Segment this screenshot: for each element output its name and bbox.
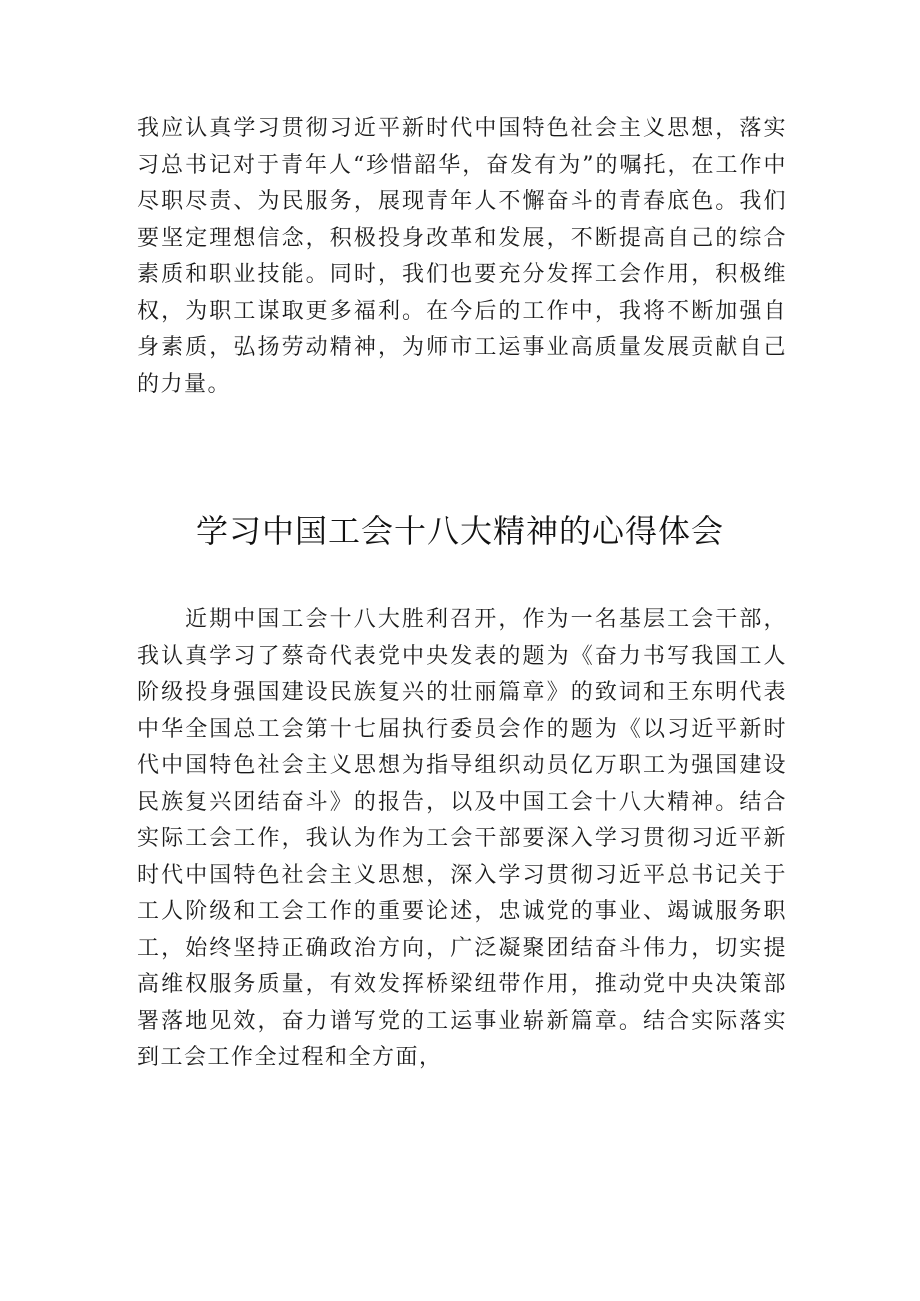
intro-paragraph: 我应认真学习贯彻习近平新时代中国特色社会主义思想，落实习总书记对于青年人“珍惜韶华，奋发有为”的嘱托，在工作中尽职尽责、为民服务，展现青年人不懈奋斗的青春底色。我们要坚定理想信念，积极投身改革和发展，不断提高自己的综合素质和职业技能。同时，我们也要充分发挥工会作用，积极维权，为职工谋取更多福利。在今后的工作中，我将不断加强自身素质，弘扬劳动精神，为师市工运事业高质量发展贡献自己的力量。 [137, 116, 787, 397]
document-title: 学习中国工会十八大精神的心得体会 [195, 512, 724, 550]
body-paragraph: 近期中国工会十八大胜利召开，作为一名基层工会干部，我认真学习了蔡奇代表党中央发表的题为《奋力书写我国工人阶级投身强国建设民族复兴的壮丽篇章》的致词和王东明代表中华全国总工会第十七届执行委员会作的题为《以习近平新时代中国特色社会主义思想为指导组织动员亿万职工为强国建设民族复兴团结奋斗》的报告，以及中国工会十八大精神。结合实际工会工作，我认为作为工会干部要深入学习贯彻习近平新时代中国特色社会主义思想，深入学习贯彻习近平总书记关于工人阶级和工会工作的重要论述，忠诚党的事业、竭诚服务职工，始终坚持正确政治方向，广泛凝聚团结奋斗伟力，切实提高维权服务质量，有效发挥桥梁纽带作用，推动党中央决策部署落地见效，奋力谱写党的工运事业崭新篇章。结合实际落实到工会工作全过程和全方面， [137, 607, 787, 1070]
body-paragraph-block [137, 602, 787, 1077]
intro-paragraph-block [137, 111, 787, 403]
